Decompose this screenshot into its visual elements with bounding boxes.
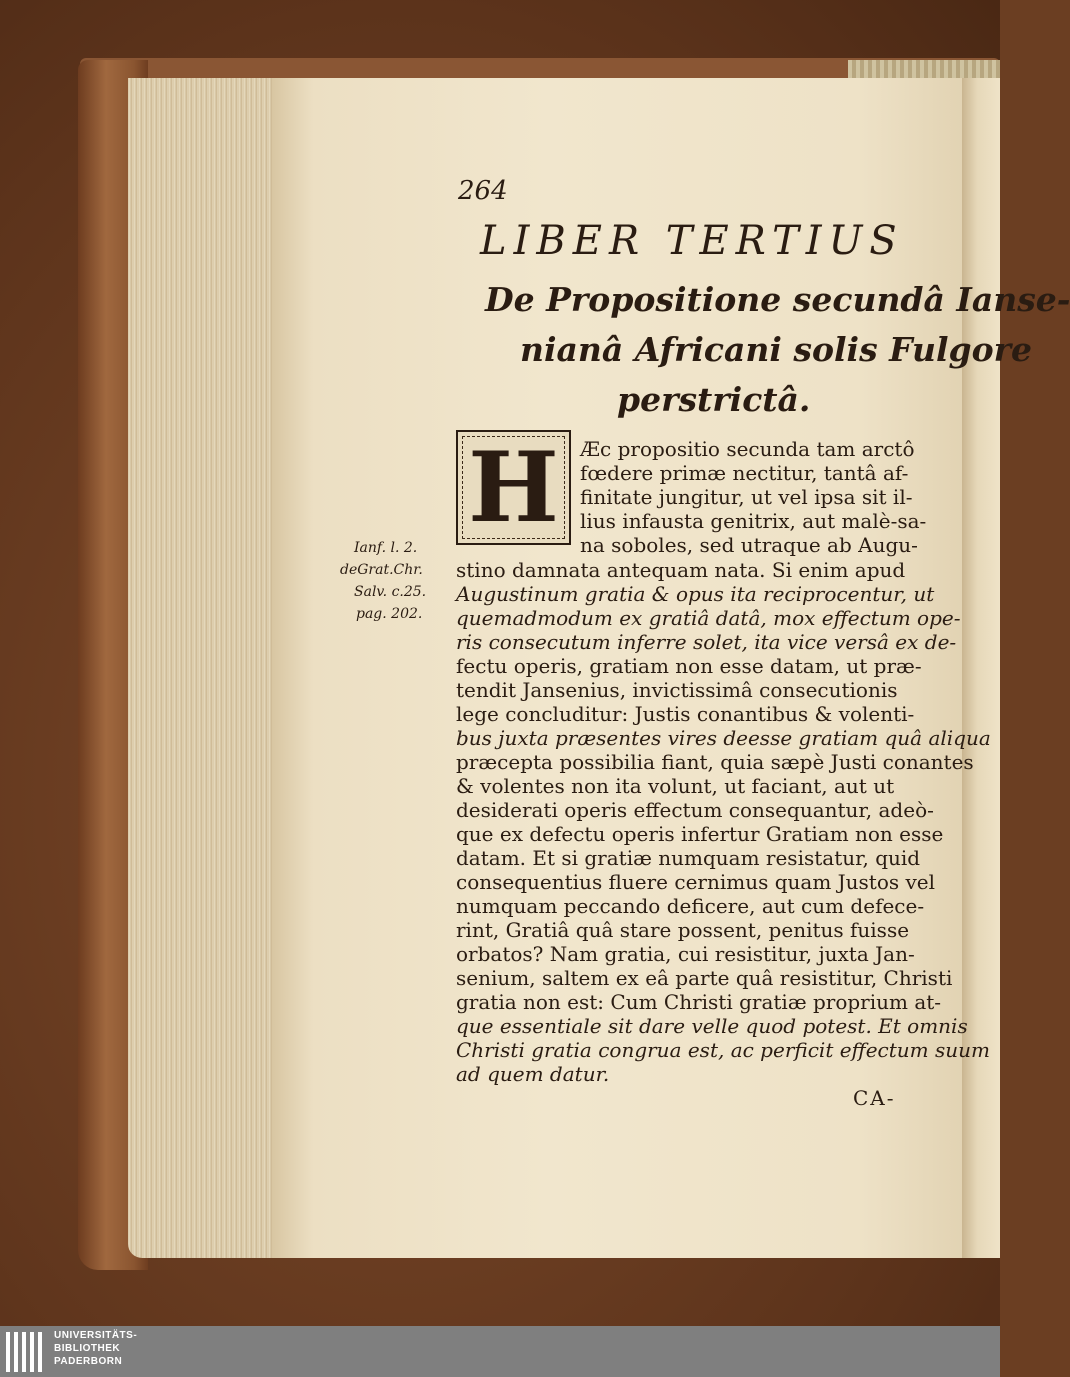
page-number: 264 [458,176,508,206]
body-line: que essentiale sit dare velle quod potest. Et omnis [456,1014,968,1038]
body-line: fectu operis, gratiam non esse datam, ut præ- [456,654,922,678]
decorated-initial [456,430,571,545]
library-name-line-1: UNIVERSITÄTS- [54,1330,138,1341]
margin-note: Salv. c.25. [354,584,427,600]
margin-note: Ianf. l. 2. [354,540,418,556]
body-line: stino damnata antequam nata. Si enim apud [456,558,906,582]
library-logo-icon [6,1332,42,1372]
initial-letter: H [468,430,559,544]
subheading-line-3: perstrictâ. [617,380,811,419]
body-line: consequentius fluere cernimus quam Justos vel [456,870,936,894]
bookmark-ribbon [848,60,1000,78]
body-line: bus juxta præsentes vires deesse gratiam quâ aliqua [456,726,991,750]
body-line: Augustinum gratia & opus ita reciprocentur, ut [456,582,935,606]
body-line: lius infausta genitrix, aut malè-sa- [580,509,927,533]
body-line: numquam peccando deficere, aut cum defece- [456,894,925,918]
body-line: rint, Gratiâ quâ stare possent, penitus fuisse [456,918,910,942]
body-line: lege concluditur: Justis conantibus & volenti- [456,702,915,726]
body-line: que ex defectu operis infertur Gratiam non esse [456,822,944,846]
catchword: CA- [853,1086,896,1110]
library-name-line-3: PADERBORN [54,1356,123,1367]
margin-note: deGrat.Chr. [340,562,423,578]
body-line: ad quem datur. [456,1062,610,1086]
library-name-line-2: BIBLIOTHEK [54,1343,121,1354]
body-line: ris consecutum inferre solet, ita vice versâ ex de- [456,630,957,654]
body-line: præcepta possibilia fiant, quia sæpè Justi conantes [456,750,974,774]
body-line: tendit Jansenius, invictissimâ consecutionis [456,678,898,702]
body-line: na soboles, sed utraque ab Augu- [580,533,918,557]
library-footer [0,1326,1000,1377]
body-line: senium, saltem ex eâ parte quâ resistitur, Christi [456,966,953,990]
body-line: finitate jungitur, ut vel ipsa sit il- [580,485,913,509]
body-line: datam. Et si gratiæ numquam resistatur, quid [456,846,921,870]
body-line: Æc propositio secunda tam arctô [580,437,915,461]
body-line: desiderati operis effectum consequantur, adeò- [456,798,934,822]
page-recto-edge [962,78,1000,1258]
body-line: Christi gratia congrua est, ac perficit effectum suum [456,1038,990,1062]
subheading-line-2: nianâ Africani solis Fulgore [520,330,1032,369]
subheading-line-1: De Propositione secundâ Ianse- [485,280,1070,319]
page-edges [128,78,278,1258]
body-line: orbatos? Nam gratia, cui resistitur, juxta Jan- [456,942,915,966]
body-line: fœdere primæ nectitur, tantâ af- [580,461,909,485]
body-line: & volentes non ita volunt, ut faciant, aut ut [456,774,895,798]
margin-note: pag. 202. [356,606,423,622]
page-heading: LIBER TERTIUS [480,218,904,264]
body-line: gratia non est: Cum Christi gratiæ proprium at- [456,990,942,1014]
body-line: quemadmodum ex gratiâ datâ, mox effectum ope- [456,606,961,630]
